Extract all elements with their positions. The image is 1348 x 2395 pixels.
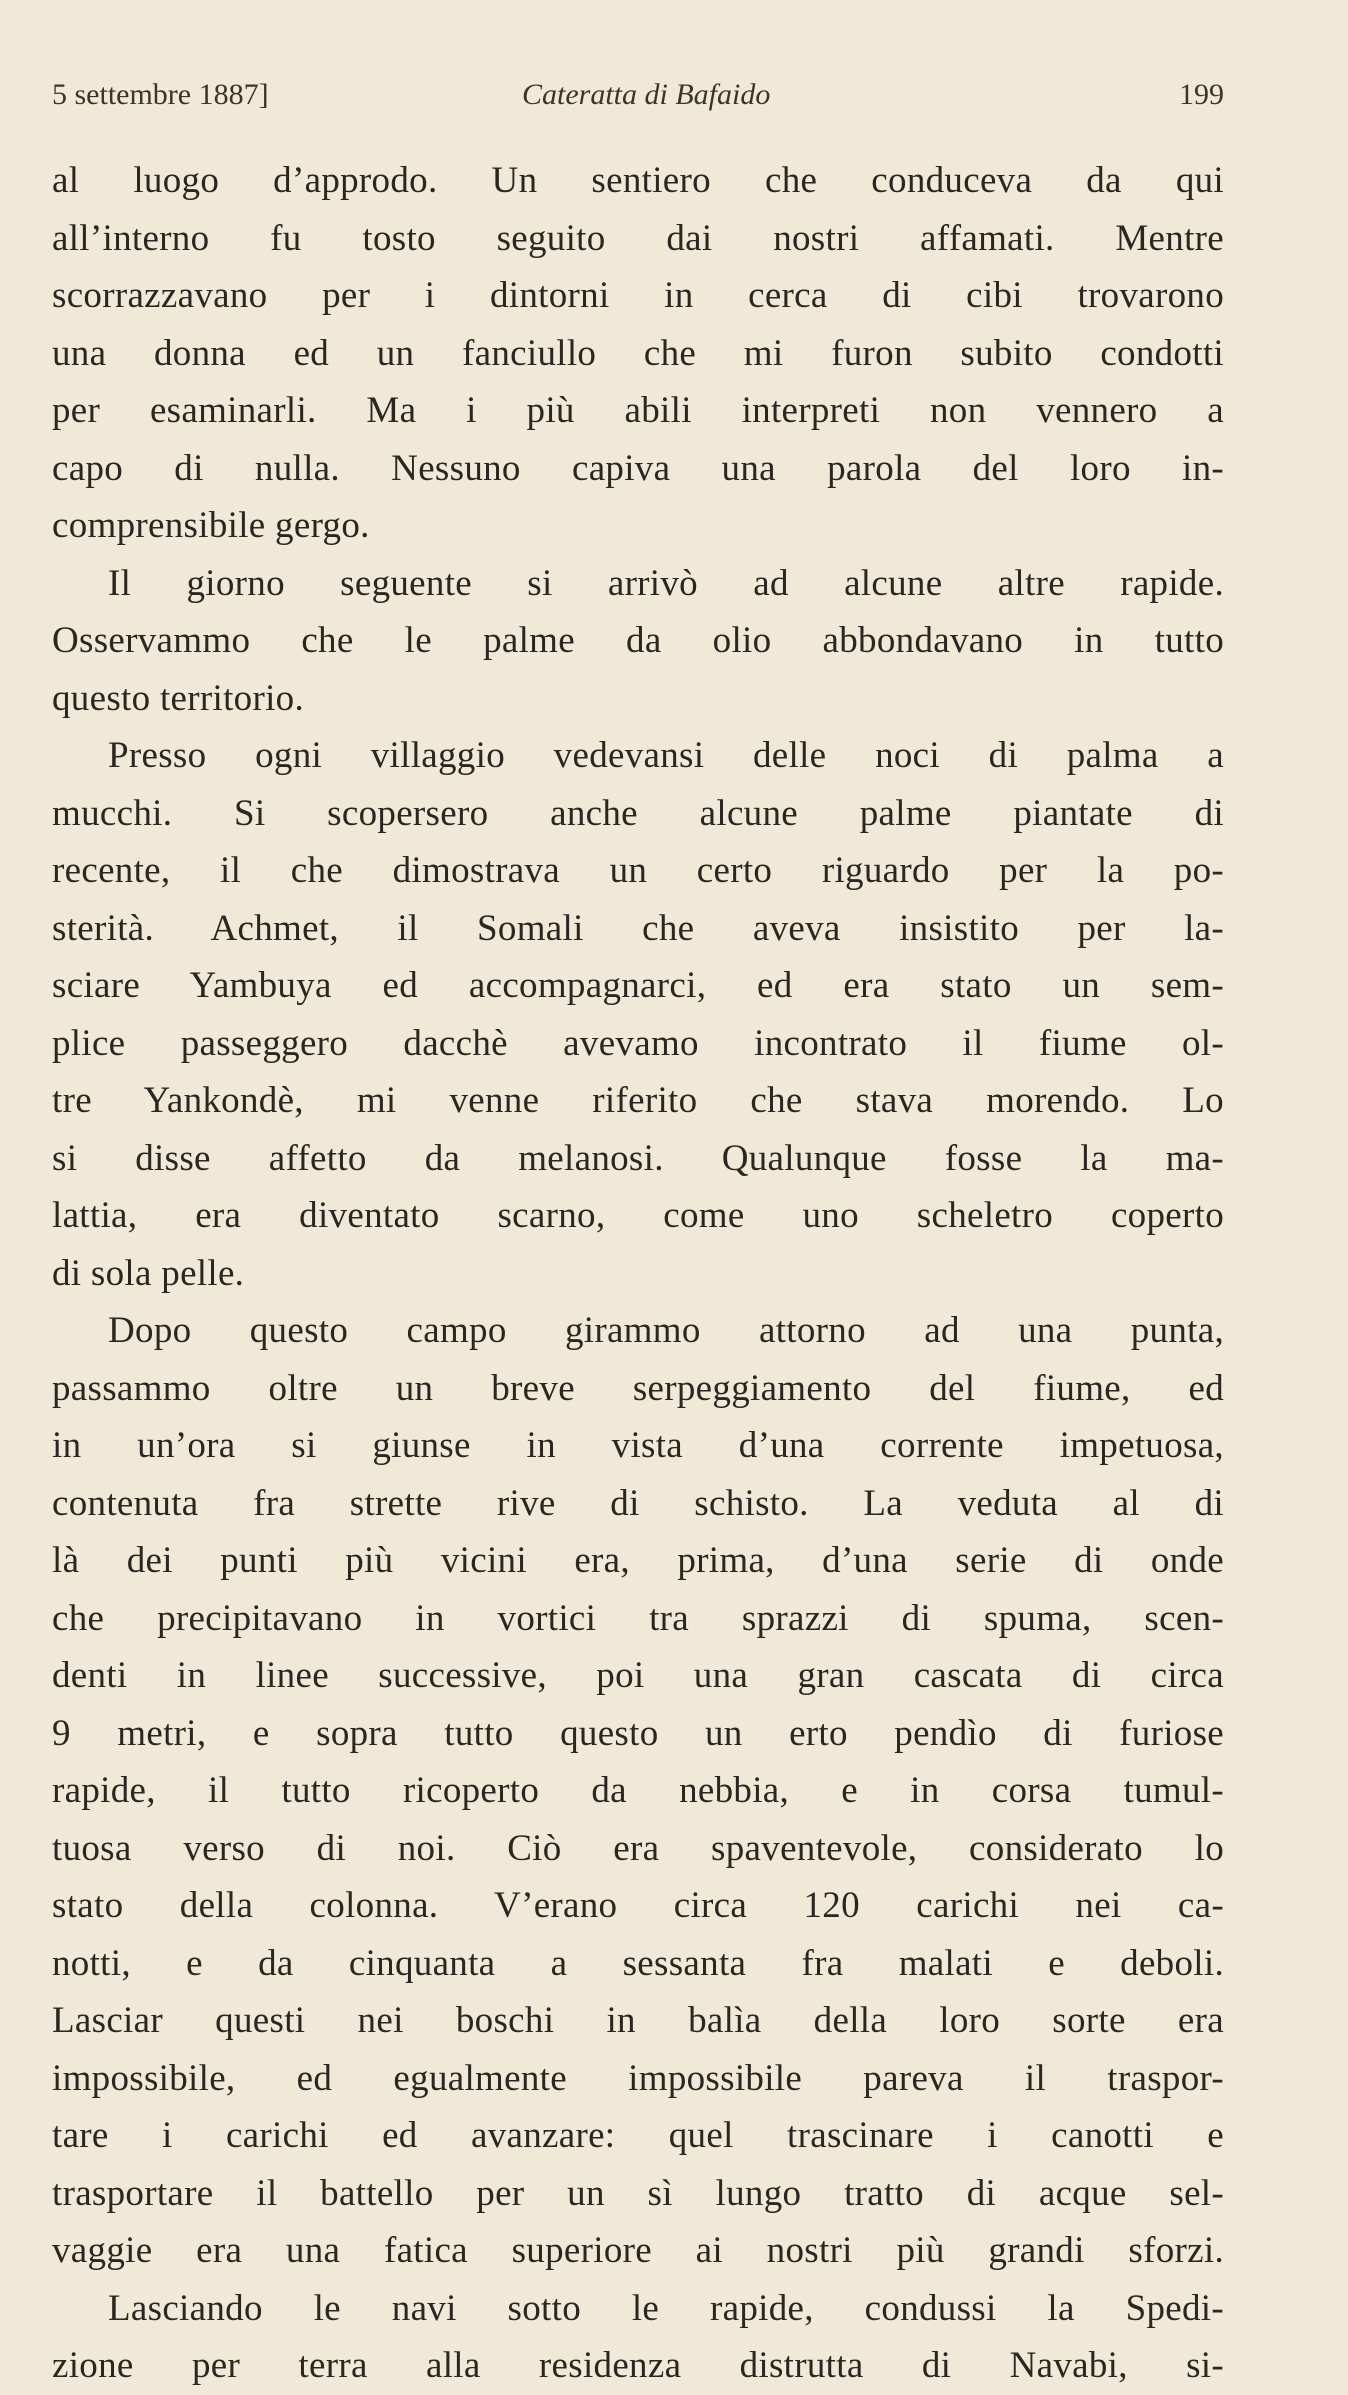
text-line: una donna ed un fanciullo che mi furon subito condotti bbox=[52, 332, 1224, 374]
text-line: vaggie era una fatica superiore ai nostri più grandi sforzi. bbox=[52, 2230, 1224, 2271]
text-line: di sola pelle. bbox=[52, 1252, 245, 1294]
text-line: questo territorio. bbox=[52, 677, 305, 719]
text-line: Lasciando le navi sotto le rapide, condussi la Spedi- bbox=[108, 2287, 1224, 2329]
text-line: tre Yankondè, mi venne riferito che stava morendo. Lo bbox=[52, 1080, 1224, 1121]
text-line: in un’ora si giunse in vista d’una corrente impetuosa, bbox=[52, 1425, 1224, 1466]
text-line: Presso ogni villaggio vedevansi delle noci di palma a bbox=[108, 735, 1224, 776]
running-header bbox=[52, 78, 1224, 128]
text-line: Osservammo che le palme da olio abbondavano in tutto bbox=[52, 620, 1224, 661]
text-line: 9 metri, e sopra tutto questo un erto pendìo di furiose bbox=[52, 1712, 1224, 1754]
header-title: Cateratta di Bafaido bbox=[522, 78, 771, 111]
text-line: lattia, era diventato scarno, come uno scheletro coperto bbox=[52, 1195, 1224, 1236]
text-line: capo di nulla. Nessuno capiva una parola del loro in- bbox=[52, 447, 1224, 489]
body-text bbox=[52, 152, 1224, 2395]
text-line: là dei punti più vicini era, prima, d’una serie di onde bbox=[52, 1540, 1224, 1581]
text-line: trasportare il battello per un sì lungo tratto di acque sel- bbox=[52, 2172, 1224, 2214]
text-line: scorrazzavano per i dintorni in cerca di cibi trovarono bbox=[52, 275, 1224, 316]
text-line: al luogo d’approdo. Un sentiero che conduceva da qui bbox=[52, 160, 1224, 201]
text-line: che precipitavano in vortici tra sprazzi di spuma, scen- bbox=[52, 1597, 1224, 1639]
text-line: mucchi. Si scopersero anche alcune palme piantate di bbox=[52, 792, 1224, 834]
text-line: all’interno fu tosto seguito dai nostri affamati. Mentre bbox=[52, 217, 1224, 259]
text-line: per esaminarli. Ma i più abili interpreti non vennero a bbox=[52, 390, 1224, 431]
text-line: recente, il che dimostrava un certo riguardo per la po- bbox=[52, 850, 1224, 891]
text-line: plice passeggero dacchè avevamo incontrato il fiume ol- bbox=[52, 1022, 1224, 1064]
text-line: passammo oltre un breve serpeggiamento del fiume, ed bbox=[52, 1367, 1224, 1409]
text-line: zione per terra alla residenza distrutta di Navabi, si- bbox=[52, 2345, 1224, 2386]
text-line: stato della colonna. V’erano circa 120 carichi nei ca- bbox=[52, 1885, 1224, 1926]
text-line: tuosa verso di noi. Ciò era spaventevole, considerato lo bbox=[52, 1827, 1224, 1869]
text-line: Lasciar questi nei boschi in balìa della loro sorte era bbox=[52, 2000, 1224, 2041]
header-date: 5 settembre 1887] bbox=[52, 78, 269, 111]
text-line: contenuta fra strette rive di schisto. La veduta al di bbox=[52, 1482, 1224, 1524]
text-line: Dopo questo campo girammo attorno ad una punta, bbox=[108, 1310, 1224, 1351]
text-line: tare i carichi ed avanzare: quel trascinare i canotti e bbox=[52, 2115, 1224, 2156]
text-line: rapide, il tutto ricoperto da nebbia, e in corsa tumul- bbox=[52, 1770, 1224, 1811]
text-line: comprensibile gergo. bbox=[52, 505, 370, 546]
text-line: Il giorno seguente si arrivò ad alcune altre rapide. bbox=[108, 562, 1224, 604]
text-line: denti in linee successive, poi una gran cascata di circa bbox=[52, 1655, 1224, 1696]
text-line: impossibile, ed egualmente impossibile pareva il traspor- bbox=[52, 2057, 1224, 2099]
page-number: 199 bbox=[1179, 78, 1224, 111]
text-line: sciare Yambuya ed accompagnarci, ed era stato un sem- bbox=[52, 965, 1224, 1006]
text-line: si disse affetto da melanosi. Qualunque fosse la ma- bbox=[52, 1137, 1224, 1179]
text-line: sterità. Achmet, il Somali che aveva insistito per la- bbox=[52, 907, 1224, 949]
text-line: notti, e da cinquanta a sessanta fra malati e deboli. bbox=[52, 1942, 1224, 1984]
